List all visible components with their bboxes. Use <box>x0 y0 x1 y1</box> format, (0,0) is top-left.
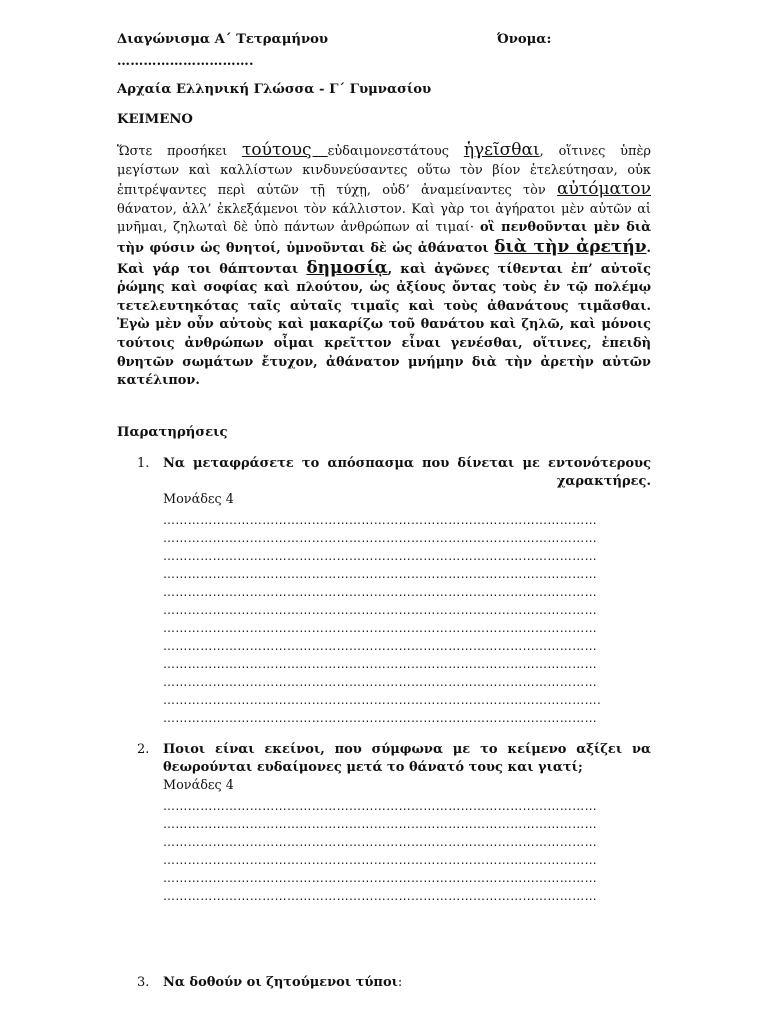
answer-line[interactable]: …………………………………………………………………………………………… <box>163 585 597 599</box>
question-units: Μονάδες 4 <box>163 492 234 507</box>
question-prompt: Ποιοι είναι εκείνοι, που σύμφωνα με το κείμενο αξίζει να θεωρούνται ευδαίμονες μετά το θάνατό τους και γιατί; <box>163 742 651 775</box>
answer-area[interactable] <box>163 797 651 905</box>
question-prompt <box>163 974 651 992</box>
passage-segment: εὐδαιμονεστάτους <box>327 144 464 159</box>
passage-segment: , οἵτινες ὑπὲρ μεγίστων καὶ καλλίστων κινδυνεύσαντες οὕτω τὸν βίον ἐτελεύτησαν, οὐκ ἐπιτρέψαντες περὶ αὑτῶν τῇ τύχῃ, οὐδ’ ἀναμείναντες τὸν <box>117 144 651 199</box>
bold-passage-segment: , καὶ ἀγῶνες τίθενται ἐπ’ αὐτοῖς ῥώμης καὶ σοφίας καὶ πλούτου, ὡς ἀξίους ὄντας τοὺς ἐν τῷ πολέμῳ τετελευτηκότας ταῖς αὐταῖς τιμαῖς καὶ τοὺς ἀθανάτους τιμᾶσθαι. Ἐγὼ μὲν οὖν αὐτοὺς καὶ μακαρίζω τοῦ θανάτου καὶ ζηλῶ, καὶ μόνοις τούτοις ἀνθρώπων οἶμαι κρεῖττον εἶναι γενέσθαι, οἵτινες, ἐπειδὴ θνητῶν σωμάτων ἔτυχον, ἀθάνατον μνήμην διὰ τὴν ἀρετὴν αὐτῶν κατέλιπον. <box>117 261 651 389</box>
question-number: 3. <box>137 975 150 990</box>
answer-line[interactable]: …………………………………………………………………………………………… <box>163 549 597 563</box>
underlined-word: ἡγεῖσθαι <box>463 140 540 160</box>
question-number: 1. <box>137 456 150 471</box>
name-label: Όνομα: <box>497 32 552 47</box>
answer-line[interactable]: …………………………………………………………………………………………… <box>163 889 597 903</box>
passage-segment: θάνατον, ἀλλ’ ἐκλεξάμενοι τὸν κάλλιστον. Καὶ γὰρ τοι ἀγήρατοι μὲν αὐτῶν αἱ μνῆμαι, ζηλωταὶ δὲ ὑπὸ πάντων ἀνθρώπων αἱ τιμαί· <box>117 201 651 236</box>
answer-line[interactable]: …………………………………………………………………………………………… <box>163 817 597 831</box>
bold-passage-segment: . Καὶ γάρ τοι θάπτονται <box>117 240 651 277</box>
answer-line[interactable]: …………………………………………………………………………………………… <box>163 675 597 689</box>
answer-line[interactable]: …………………………………………………………………………………………… <box>163 835 597 849</box>
passage-segment: Ὥστε προσήκει <box>117 144 243 159</box>
question-prompt-text: Να δοθούν οι ζητούμενοι τύποι <box>163 975 398 990</box>
underlined-word: τούτους <box>242 140 328 160</box>
answer-line[interactable]: …………………………………………………………………………………………… <box>163 657 597 671</box>
underlined-word: δημοσίᾳ <box>306 257 388 278</box>
question-units: Μονάδες 4 <box>163 778 234 793</box>
underlined-word: αὐτόματον <box>557 179 651 200</box>
underlined-word: διὰ τὴν ἀρετήν <box>494 236 647 257</box>
answer-line[interactable]: ……………………………………………………………………………………………. <box>163 693 602 707</box>
answer-line[interactable]: …………………………………………………………………………………………… <box>163 603 597 617</box>
header <box>117 32 657 52</box>
question-prompt-suffix: : <box>397 975 403 990</box>
answer-line[interactable]: …………………………………………………………………………………………… <box>163 531 597 545</box>
bold-passage-segment: οἳ πενθοῦνται μὲν διὰ τὴν φύσιν ὡς θνητοί, ὑμνοῦνται δὲ ὡς ἀθάνατοι <box>117 220 651 256</box>
subject-title: Αρχαία Ελληνική Γλώσσα - Γ΄ Γυμνασίου <box>117 82 432 97</box>
answer-line[interactable]: …………………………………………………………………………………………… <box>163 621 597 635</box>
answer-line[interactable]: …………………………………………………………………………………………… <box>163 871 597 885</box>
answer-line[interactable]: …………………………………………………………………………………………… <box>163 639 597 653</box>
name-field-dots: …………………………. <box>117 54 254 69</box>
notes-heading: Παρατηρήσεις <box>117 425 228 440</box>
passage-text <box>117 141 651 391</box>
answer-line[interactable]: …………………………………………………………………………………………… <box>163 711 597 725</box>
answer-line[interactable]: …………………………………………………………………………………………… <box>163 567 597 581</box>
question-prompt-end: χαρακτήρες. <box>556 474 651 489</box>
exam-title: Διαγώνισμα Α΄ Τετραμήνου <box>117 32 329 47</box>
answer-line[interactable]: …………………………………………………………………………………………… <box>163 513 597 527</box>
answer-line[interactable]: …………………………………………………………………………………………… <box>163 799 597 813</box>
question-number: 2. <box>137 742 150 757</box>
question-prompt: Να μεταφράσετε το απόσπασμα που δίνεται με εντονότερους <box>163 456 651 471</box>
answer-area[interactable] <box>163 511 651 727</box>
answer-line[interactable]: …………………………………………………………………………………………… <box>163 853 597 867</box>
text-heading: ΚΕΙΜΕΝΟ <box>117 112 193 127</box>
